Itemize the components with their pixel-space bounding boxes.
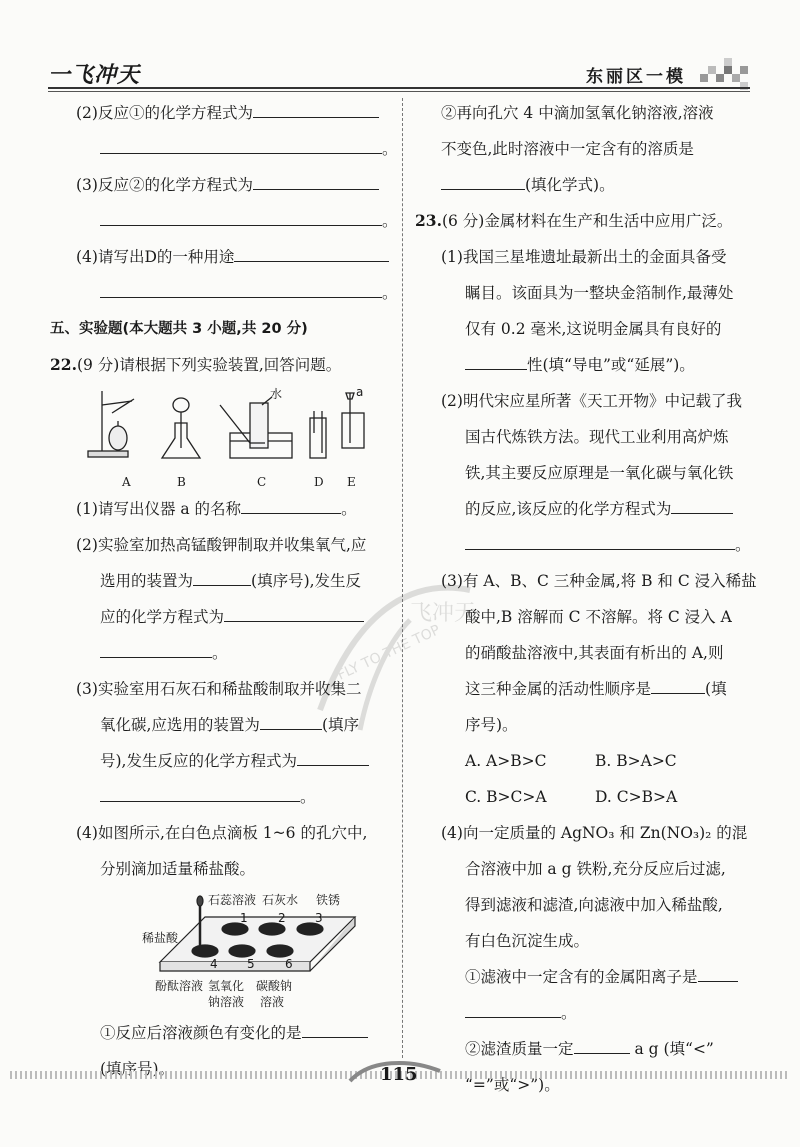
q23-2b: 国古代炼铁方法。现代工业利用高炉炼: [465, 428, 729, 446]
answer-blank[interactable]: [253, 99, 379, 118]
hole-number-3: 3: [315, 911, 323, 925]
option-C[interactable]: C. B>C>A: [465, 788, 547, 806]
q23-2a: (2)明代宋应星所著《天工开物》中记载了我: [441, 392, 742, 410]
label-E: E: [347, 475, 356, 489]
q22-2d: 应的化学方程式为: [50, 599, 392, 635]
label-water: 水: [270, 387, 283, 401]
q23-4b: 合溶液中加 a g 铁粉,充分反应后过滤,: [465, 860, 726, 878]
label-B: B: [177, 475, 186, 489]
answer-blank[interactable]: [260, 711, 322, 730]
q21-4-line: 。: [50, 275, 392, 311]
r-line2: 不变色,此时溶液中一定含有的溶质是: [441, 140, 694, 158]
answer-blank[interactable]: [253, 171, 379, 190]
q23-3b: 酸中,B 溶解而 C 不溶解。将 C 浸入 A: [465, 608, 732, 626]
r-line1: ②再向孔穴 4 中滴加氢氧化钠溶液,溶液: [441, 104, 714, 122]
answer-blank[interactable]: [698, 963, 738, 982]
checker-pattern-icon: [700, 58, 750, 90]
q23-4-2: ②滤渣质量一定 a g (填“<”: [415, 1031, 755, 1067]
plate-label-phenolphthalein: 酚酞溶液: [155, 979, 204, 993]
q22-2a: (2)实验室加热高锰酸钾制取并收集氧气,应: [76, 536, 367, 554]
plate-label-acid: 稀盐酸: [142, 931, 179, 945]
watermark-en: FLY TO THE TOP: [334, 622, 443, 684]
q22-stem: 22.(9 分)请根据下列实验装置,回答问题。: [50, 355, 342, 374]
hole-number-4: 4: [210, 957, 218, 971]
q23-4-2c: “=”或“>”)。: [465, 1076, 560, 1094]
answer-blank[interactable]: [234, 243, 389, 262]
q21-3-line: 。: [50, 203, 392, 239]
q21-4: (4)请写出D的一种用途: [50, 239, 392, 275]
r-line3: (填化学式)。: [415, 167, 755, 203]
answer-blank[interactable]: [465, 999, 561, 1018]
q21-3: (3)反应②的化学方程式为: [50, 167, 392, 203]
plate-label-litmus: 石蕊溶液: [208, 893, 257, 907]
answer-blank[interactable]: [671, 495, 733, 514]
q22-4-1b: (填序号)。: [100, 1060, 175, 1078]
plate-label-limewater: 石灰水: [262, 893, 299, 907]
apparatus-labels: [50, 475, 392, 491]
label-C: C: [257, 475, 267, 489]
hole-number-1: 1: [240, 911, 248, 925]
q23-3d: 这三种金属的活动性顺序是 (填: [415, 671, 755, 707]
q23-1c: 仅有 0.2 毫米,这说明金属具有良好的: [465, 320, 722, 338]
answer-blank[interactable]: [465, 531, 735, 550]
q23-2c: 铁,其主要反应原理是一氧化碳与氧化铁: [465, 464, 734, 482]
answer-blank[interactable]: [100, 135, 382, 154]
brand-logo-text: 一飞冲天: [48, 63, 141, 88]
q22-2e: 。: [50, 635, 392, 671]
answer-blank[interactable]: [193, 567, 251, 586]
left-column: [50, 95, 398, 1087]
q23-4-1: ①滤液中一定含有的金属阳离子是: [415, 959, 755, 995]
q23-4d: 有白色沉淀生成。: [465, 932, 590, 950]
apparatus-figure: [50, 383, 392, 475]
answer-blank[interactable]: [100, 207, 382, 226]
plate-label-na2co3-2: 溶液: [260, 995, 285, 1009]
answer-blank[interactable]: [651, 675, 705, 694]
q22-1: (1)请写出仪器 a 的名称 。: [50, 491, 392, 527]
plate-label-naoh-2: 钠溶液: [208, 995, 245, 1009]
answer-blank[interactable]: [100, 279, 382, 298]
plate-label-rust: 铁锈: [316, 893, 341, 907]
answer-blank[interactable]: [297, 747, 369, 766]
option-A[interactable]: A. A>B>C: [465, 752, 547, 770]
q23-2e: 。: [415, 527, 755, 563]
q23-4c: 得到滤液和滤渣,向滤液中加入稀盐酸,: [465, 896, 723, 914]
answer-blank[interactable]: [441, 171, 525, 190]
label-a: a: [356, 385, 364, 399]
hole-number-5: 5: [247, 957, 255, 971]
q23-options-row1: [415, 743, 755, 779]
q22-4a: (4)如图所示,在白色点滴板 1~6 的孔穴中,: [76, 824, 368, 842]
q23-1b: 瞩目。该面具为一整块金箔制作,最薄处: [465, 284, 734, 302]
page-number: 115: [380, 1064, 418, 1085]
answer-blank[interactable]: [241, 495, 341, 514]
plate-label-naoh-1: 氢氧化: [208, 979, 245, 993]
q22-4b: 分别滴加适量稀盐酸。: [100, 860, 256, 878]
spot-plate-figure: [50, 887, 392, 1015]
q22-3b: 氧化碳,应选用的装置为 (填序: [50, 707, 392, 743]
exam-title: 东丽区一模: [586, 67, 686, 87]
hole-number-2: 2: [278, 911, 286, 925]
q22-3a: (3)实验室用石灰石和稀盐酸制取并收集二: [76, 680, 362, 698]
section-5-heading: 五、实验题(本大题共 3 小题,共 20 分): [50, 321, 308, 337]
q21-2: (2)反应①的化学方程式为: [50, 95, 392, 131]
q22-3d: 号),发生反应的化学方程式为: [50, 743, 392, 779]
q21-2-line: 。: [50, 131, 392, 167]
answer-blank[interactable]: [302, 1019, 368, 1038]
answer-blank[interactable]: [224, 603, 364, 622]
q22-3e: 。: [50, 779, 392, 815]
option-D[interactable]: D. C>B>A: [595, 788, 678, 806]
plate-label-na2co3-1: 碳酸钠: [256, 979, 293, 993]
answer-blank[interactable]: [574, 1035, 630, 1054]
q23-3a: (3)有 A、B、C 三种金属,将 B 和 C 浸入稀盐: [441, 572, 757, 590]
q23-options-row2: [415, 779, 755, 815]
q22-2b: 选用的装置为 (填序号),发生反: [50, 563, 392, 599]
page-header: [0, 0, 800, 100]
hole-number-6: 6: [285, 957, 293, 971]
watermark-cn: 飞冲天: [410, 601, 477, 626]
answer-blank[interactable]: [100, 639, 212, 658]
label-D: D: [314, 475, 324, 489]
q23-1d: 性(填“导电”或“延展”)。: [415, 347, 755, 383]
apparatus-drawing: [50, 383, 392, 475]
right-column: [415, 95, 755, 1103]
header-rule-thin: [48, 91, 750, 92]
header-rule: [48, 87, 750, 89]
q22-4-1: ①反应后溶液颜色有变化的是: [50, 1015, 392, 1051]
q23-2d: 的反应,该反应的化学方程式为: [415, 491, 755, 527]
q23-stem: 23.(6 分)金属材料在生产和生活中应用广泛。: [415, 211, 733, 230]
q23-1a: (1)我国三星堆遗址最新出土的金面具备受: [441, 248, 727, 266]
option-B[interactable]: B. B>A>C: [595, 752, 677, 770]
answer-blank[interactable]: [465, 351, 527, 370]
q23-3f: 序号)。: [465, 716, 518, 734]
q23-4a: (4)向一定质量的 AgNO₃ 和 Zn(NO₃)₂ 的混: [441, 824, 748, 842]
label-A: A: [122, 475, 131, 489]
answer-blank[interactable]: [100, 783, 300, 802]
q23-4-1b: 。: [415, 995, 755, 1031]
q23-3c: 的硝酸盐溶液中,其表面有析出的 A,则: [465, 644, 724, 662]
